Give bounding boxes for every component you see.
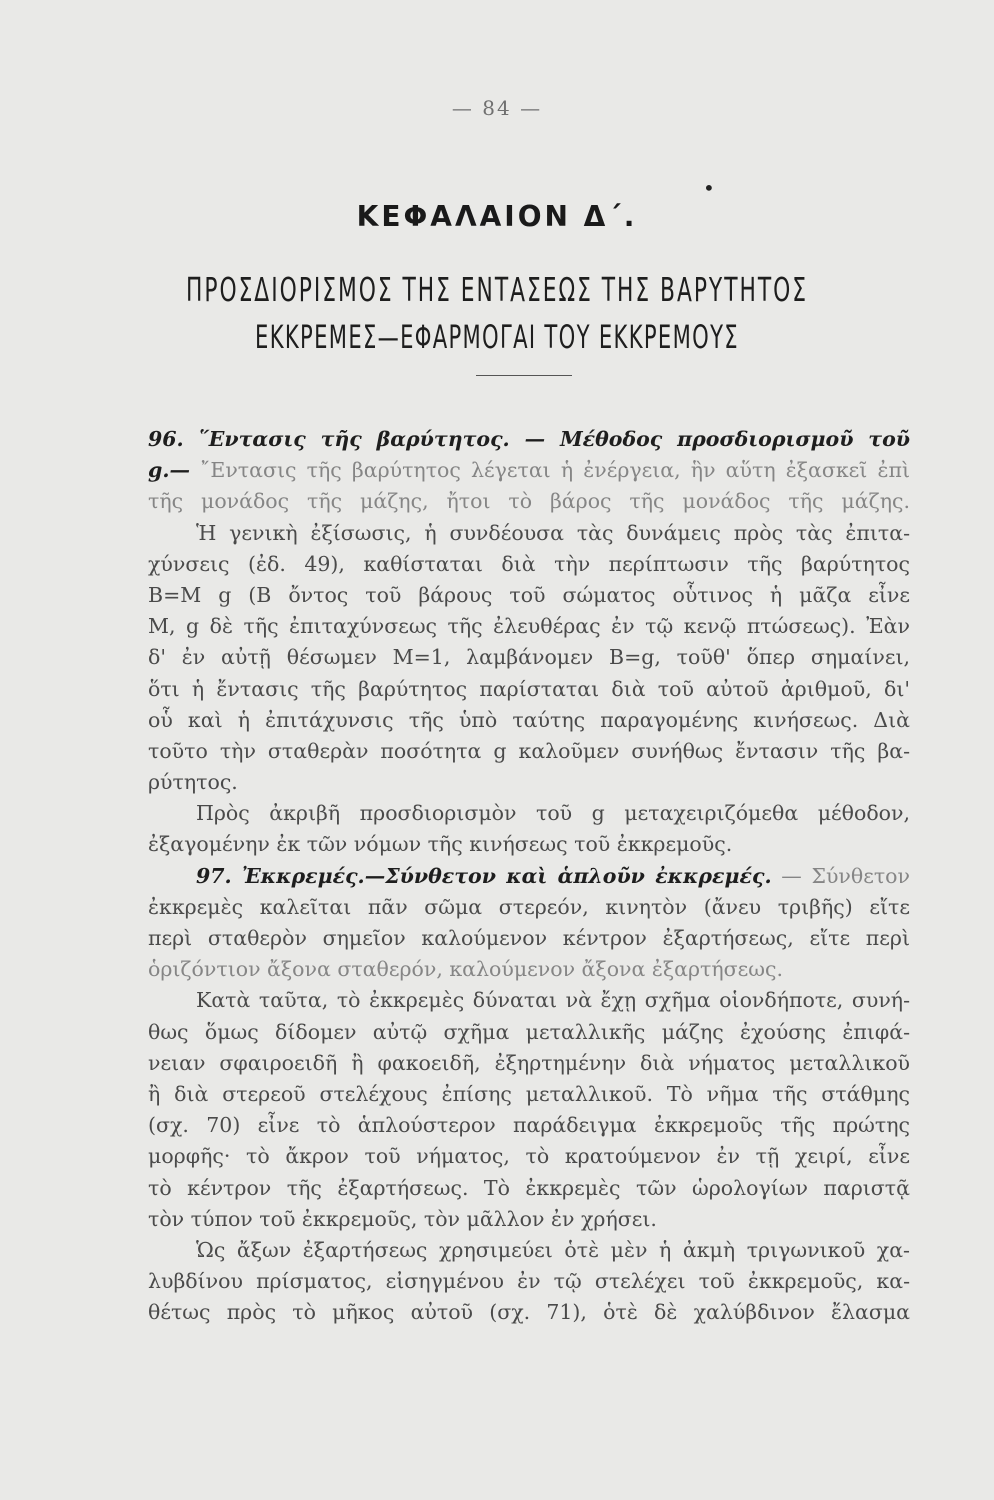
text-line: Ἡ γενικὴ ἐξίσωσις, ἡ συνδέουσα τὰς δυνάμεις πρὸς τὰς ἐπιτα- — [196, 520, 910, 545]
text-line: Κατὰ ταῦτα, τὸ ἐκκρεμὲς δύναται νὰ ἔχῃ σχῆμα οἱονδήποτε, συνή- — [196, 988, 910, 1013]
page-number: — 84 — — [451, 96, 543, 120]
chapter-title-line-1: ΠΡΟΣΔΙΟΡΙΣΜΟΣ ΤΗΣ ΕΝΤΑΣΕΩΣ ΤΗΣ ΒΑΡΥΤΗΤΟΣ — [185, 270, 809, 309]
text-line: ἐξαγομένην ἐκ τῶν νόμων τῆς κινήσεως τοῦ ἐκκρεμοῦς. — [148, 832, 733, 857]
text-line: θως ὅμως δίδομεν αὐτῷ σχῆμα μεταλλικῆς μάζης ἐχούσης ἐπιφά- — [148, 1019, 910, 1044]
text-line: μορφῆς· τὸ ἄκρον τοῦ νήματος, τὸ κρατούμενον ἐν τῇ χειρί, εἶνε — [148, 1144, 910, 1169]
text-line: Ὡς ἄξων ἐξαρτήσεως χρησιμεύει ὁτὲ μὲν ἡ ἀκμὴ τριγωνικοῦ χα- — [196, 1237, 910, 1262]
ink-mark: • — [703, 176, 715, 200]
text-line: Πρὸς ἀκριβῆ προσδιορισμὸν τοῦ g μεταχειριζόμεθα μέθοδον, — [196, 801, 910, 826]
text-line: χύνσεις (ἐδ. 49), καθίσταται διὰ τὴν περίπτωσιν τῆς βαρύτητος — [148, 551, 910, 576]
text-line: περὶ σταθερὸν σημεῖον καλούμενον κέντρον ἐξαρτήσεως, εἴτε περὶ — [148, 926, 910, 950]
text-line: ρύτητος. — [148, 770, 238, 795]
text-line: οὗ καὶ ἡ ἐπιτάχυνσις τῆς ὑπὸ ταύτης παραγομένης κινήσεως. Διὰ — [148, 707, 910, 732]
text-line: τοῦτο τὴν σταθερὰν ποσότητα g καλοῦμεν συνήθως ἔντασιν τῆς βα- — [148, 738, 910, 763]
text-line: 97. Ἐκκρεμές.—Σύνθετον καὶ ἁπλοῦν ἐκκρεμές. — Σύνθετον — [196, 863, 910, 888]
text-line: g.— ῎Εντασις τῆς βαρύτητος λέγεται ἡ ἐνέργεια, ἣν αὕτη ἐξασκεῖ ἐπὶ — [148, 458, 910, 483]
text-line: δ' ἐν αὐτῇ θέσωμεν M=1, λαμβάνομεν B=g, τοῦθ' ὅπερ σημαίνει, — [148, 645, 910, 670]
text-line: 96. ῞Εντασις τῆς βαρύτητος. — Μέθοδος προσδιορισμοῦ τοῦ — [148, 427, 910, 451]
text-line: M, g δὲ τῆς ἐπιταχύνσεως τῆς ἐλευθέρας ἐν τῷ κενῷ πτώσεως). Ἐὰν — [148, 614, 910, 639]
text-line: (σχ. 70) εἶνε τὸ ἁπλούστερον παράδειγμα ἐκκρεμοῦς τῆς πρώτης — [148, 1113, 910, 1138]
text-line: νειαν σφαιροειδῆ ἢ φακοειδῆ, ἐξηρτημένην διὰ νήματος μεταλλικοῦ — [148, 1050, 910, 1075]
text-line: λυβδίνου πρίσματος, εἰσηγμένου ἐν τῷ στελέχει τοῦ ἐκκρεμοῦς, κα- — [148, 1269, 910, 1294]
chapter-title-line-2: ΕΚΚΡΕΜΕΣ—ΕΦΑΡΜΟΓΑΙ ΤΟΥ ΕΚΚΡΕΜΟΥΣ — [255, 318, 739, 356]
text-line: θέτως πρὸς τὸ μῆκος αὐτοῦ (σχ. 71), ὁτὲ δὲ χαλύβδινον ἔλασμα — [148, 1300, 910, 1325]
chapter-heading: ΚΕΦΑΛΑΙΟΝ Δ΄. — [356, 200, 638, 233]
text-line: τὸν τύπον τοῦ ἐκκρεμοῦς, τὸν μᾶλλον ἐν χρήσει. — [148, 1206, 657, 1231]
text-line: ἐκκρεμὲς καλεῖται πᾶν σῶμα στερεόν, κινητὸν (ἄνευ τριβῆς) εἴτε — [148, 894, 910, 919]
text-line: ἢ διὰ στερεοῦ στελέχους ἐπίσης μεταλλικοῦ. Τὸ νῆμα τῆς στάθμης — [148, 1081, 910, 1106]
text-line: ὅτι ἡ ἔντασις τῆς βαρύτητος παρίσταται διὰ τοῦ αὐτοῦ ἀριθμοῦ, δι' — [148, 676, 910, 701]
text-line: ὁριζόντιον ἄξονα σταθερόν, καλούμενον ἄξονα ἐξαρτήσεως. — [148, 957, 783, 982]
text-line: τῆς μονάδος τῆς μάζης, ἤτοι τὸ βάρος τῆς μονάδος τῆς μάζης. — [148, 489, 910, 514]
text-line: B=M g (B ὄντος τοῦ βάρους τοῦ σώματος οὗτινος ἡ μᾶζα εἶνε — [148, 582, 910, 607]
body-text — [148, 424, 910, 1328]
text-line: τὸ κέντρον τῆς ἐξαρτήσεως. Τὸ ἐκκρεμὲς τῶν ὡρολογίων παριστᾷ — [148, 1175, 910, 1200]
section-divider — [476, 375, 572, 376]
